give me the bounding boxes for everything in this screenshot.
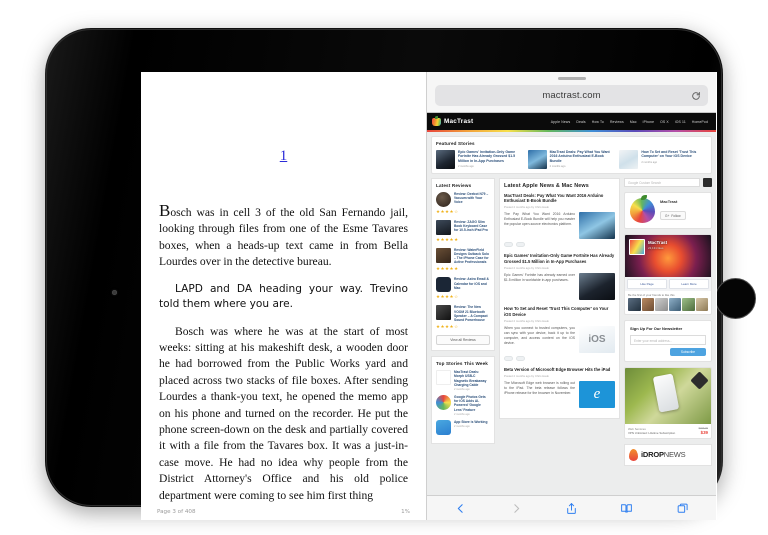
nav-item-how-to[interactable]: How To <box>591 119 604 124</box>
review-stars: ★★★★★ <box>436 236 459 242</box>
site-header <box>427 113 716 130</box>
split-view-grabber[interactable] <box>558 77 586 80</box>
news-image <box>579 212 615 239</box>
review-title: Review: ZAGG Slim Book Keyboard Case for 10.5-inch iPad Pro <box>454 219 488 232</box>
book-paragraph-3: Bosch was where he was at the start of most weeks: sitting at his makeshift desk, a wooden door he had borrowed from the Public Works yard and placed across two stacks of file boxes. After sending Lourdes a thank-you text, he opened the memo app on his phone and turned on the recorder. He put the phone screen-down on the desk and partially covered it with a file from the Tavares box. It was a just-in-case move. He had no idea why people from the District Attorney's Office and his old police department were coming to see him first thing <box>159 324 408 502</box>
top-story-thumbnail <box>436 370 451 385</box>
news-excerpt: When you connect to trusted computers, you can sync with your device, back it up to the computer, and access content on the iOS device. <box>504 326 575 346</box>
featured-meta: 2 months ago <box>458 165 474 169</box>
review-thumbnail <box>436 192 451 207</box>
top-story-item[interactable] <box>436 370 490 391</box>
news-headline: Epic Games' Invitation-Only Game Fortnite Has Already Grossed $1.5 Million in In-App Purchases <box>504 253 615 264</box>
address-bar[interactable] <box>435 85 708 106</box>
news-headline: MacTrast Deals: Pay What You Want 2016 Arduino Enthusiast E-Book Bundle <box>504 192 604 203</box>
ad-badge-icon <box>690 371 708 389</box>
ad-original-price: $499.00 <box>698 426 708 430</box>
featured-title-text: MacTrast Deals: Pay What You Want 2016 Arduino Enthusiast E-Book Bundle <box>549 149 610 163</box>
site-nav <box>551 120 711 124</box>
review-title: Review: The New VOOM 21 Bluetooth Speaker – A Compact Sound Powerhouse <box>454 305 488 323</box>
news-row <box>504 381 615 408</box>
nav-item-ios11[interactable]: iOS 11 <box>674 119 686 124</box>
facebook-like-button[interactable]: Like Page <box>627 279 667 289</box>
top-story-thumbnail <box>436 395 451 410</box>
comment-button[interactable] <box>504 242 513 247</box>
facebook-friend-faces <box>625 298 711 314</box>
featured-card[interactable] <box>619 150 707 169</box>
news-row <box>504 212 615 239</box>
chapter-number: 1 <box>279 148 288 164</box>
news-meta: Posted 2 months ago by Chris Hauk <box>504 205 549 210</box>
review-thumbnail <box>436 220 451 235</box>
top-story-thumbnail <box>436 420 451 435</box>
left-column <box>431 178 495 466</box>
top-story-title: App Store is Working <box>454 419 488 424</box>
newsletter-email-input[interactable]: Enter your email address... <box>630 335 706 345</box>
review-item[interactable] <box>436 305 490 322</box>
safari-pane <box>427 72 716 520</box>
news-image <box>579 273 615 300</box>
newsletter-widget <box>624 320 712 362</box>
news-article[interactable] <box>504 253 615 300</box>
idrop-bold: iDROP <box>641 450 664 460</box>
review-stars: ★★★★☆ <box>436 294 459 300</box>
gplus-icon: G+ <box>665 213 670 218</box>
review-title: Review: WaterField Designs Outback Solo – The iPhone Case for Active Professionals <box>454 247 489 265</box>
featured-title: Featured Stories <box>436 140 475 146</box>
latest-news-panel <box>499 178 620 420</box>
facebook-action-bar <box>625 277 711 291</box>
nav-item-osx[interactable]: OS X <box>660 119 669 124</box>
sidebar-ad[interactable] <box>624 367 712 439</box>
review-item[interactable] <box>436 192 490 207</box>
tabs-icon[interactable] <box>676 502 689 515</box>
avatar <box>696 298 709 311</box>
search-icon[interactable] <box>703 178 712 187</box>
featured-row <box>436 150 707 169</box>
search-input[interactable]: Google Custom Search <box>624 178 700 187</box>
ad-image <box>625 368 711 424</box>
ad-meta <box>625 424 711 438</box>
site-content <box>427 132 716 495</box>
ad-price: $39 <box>700 429 708 435</box>
top-story-meta: 2 months ago <box>454 388 470 392</box>
safari-chrome <box>427 72 716 113</box>
book-paragraph-1-text: osch was in cell 3 of the old San Fernando jail, looking through files from one of the Esme Tavares boxes, when a heads-up text came in from Bella Lourdes over in the detective bureau. <box>159 206 408 269</box>
reload-icon[interactable] <box>691 91 701 101</box>
top-story-item[interactable] <box>436 420 490 435</box>
share-button[interactable] <box>516 242 525 247</box>
news-article[interactable] <box>504 193 615 248</box>
avatar <box>628 298 641 311</box>
facebook-cover-photo <box>625 235 711 277</box>
review-stars: ★★★★☆ <box>436 208 459 214</box>
ipad-screen <box>141 72 717 520</box>
newsletter-subscribe-button[interactable]: Subscribe <box>670 348 706 356</box>
featured-title-text: Epic Games' Invitation-Only Game Fortnite Has Already Grossed $1.5 Million in In-App Purchases <box>458 149 516 163</box>
book-icon[interactable] <box>620 502 633 515</box>
top-story-title: MacTrast Deals: Morph USB-C Magnetic Breakaway Charging Cable <box>454 370 487 387</box>
share-button[interactable] <box>516 356 525 361</box>
ipad-device <box>45 28 723 515</box>
news-excerpt: The Pay What You Want 2016 Arduino Enthusiast E-Book Bundle will help you master the popular open-source electronics platform. <box>504 212 575 227</box>
featured-stories-section <box>431 136 712 174</box>
comment-button[interactable] <box>504 356 513 361</box>
top-story-meta: 2 months ago <box>454 412 470 416</box>
front-camera <box>112 290 117 295</box>
featured-meta: 2 months ago <box>641 160 658 164</box>
facebook-page-widget <box>624 234 712 315</box>
gplus-follow-button[interactable] <box>660 211 686 220</box>
nav-item-deals[interactable]: Deals <box>576 119 586 124</box>
book-text <box>159 201 408 504</box>
top-story-meta: 2 months ago <box>454 425 470 429</box>
news-excerpt: Epic Games' Fortnite has already earned over $1.5 million in worldwide in-app purchases. <box>504 273 575 283</box>
avatar <box>669 298 682 311</box>
review-item[interactable] <box>436 277 490 292</box>
book-paragraph-1 <box>159 201 408 271</box>
news-article[interactable] <box>504 367 615 408</box>
facebook-learn-more-button[interactable]: Learn More <box>669 279 709 289</box>
gplus-follow-label: Follow <box>671 213 681 218</box>
nav-item-homepod[interactable]: HomePod <box>691 119 708 124</box>
featured-thumbnail <box>619 150 638 169</box>
avatar <box>642 298 655 311</box>
review-title: Review: Astro Email & Calendar for iOS and Mac <box>454 277 489 290</box>
forward-button[interactable] <box>510 502 523 515</box>
top-story-item[interactable] <box>436 395 490 416</box>
news-image: e <box>579 381 615 408</box>
top-stories-title: Top Stories This Week <box>436 361 488 367</box>
news-headline: How To Set and Reset 'Trust This Computer' on Your iOS Device <box>504 306 609 317</box>
news-meta: Posted 2 months ago by Chris Hauk <box>504 319 549 324</box>
percent-label: 1% <box>401 509 410 515</box>
review-thumbnail <box>436 277 451 292</box>
ad-phone-graphic <box>653 374 680 413</box>
gplus-page-name: MacTrast <box>660 198 678 204</box>
facebook-page-avatar <box>629 239 645 255</box>
view-all-reviews-button[interactable]: View all Reviews <box>436 335 490 345</box>
featured-meta: 2 months ago <box>549 165 566 169</box>
news-title: Latest Apple News & Mac News <box>504 182 589 189</box>
review-thumbnail <box>436 248 451 263</box>
news-meta: Posted 2 months ago by Chris Hauk <box>504 374 549 379</box>
news-row <box>504 273 615 300</box>
ad-name: VPN Unlimited: Lifetime Subscription <box>628 430 676 435</box>
reviews-title: Latest Reviews <box>436 182 472 188</box>
middle-column <box>499 178 620 466</box>
news-row <box>504 326 615 353</box>
idropnews-widget[interactable] <box>624 444 712 466</box>
idrop-light: NEWS <box>663 450 686 460</box>
right-column <box>624 178 712 466</box>
drop-cap: B <box>159 201 171 220</box>
nav-item-iphone[interactable]: iPhone <box>642 119 655 124</box>
review-item[interactable] <box>436 248 490 265</box>
news-excerpt: The Microsoft Edge web browser is rolling out to the iPad. The beta release follows the iPhone release for the browser in November. <box>504 381 575 396</box>
news-headline: Beta Version of Microsoft Edge Browser Hits the iPad <box>504 367 611 373</box>
url-text: mactrast.com <box>542 90 601 101</box>
book-paragraph-2: LAPD and DA heading your way. Trevino told them where you are. <box>159 282 408 311</box>
back-button[interactable] <box>454 502 467 515</box>
featured-thumbnail <box>528 150 547 169</box>
top-story-title: Google Photos Gets for iOS Adds AI-Powered 'Google Lens' Feature <box>454 395 486 412</box>
facebook-friends-label: Be the first of your friends to like this <box>628 292 675 297</box>
news-article[interactable] <box>504 306 615 361</box>
news-actions <box>504 242 615 247</box>
nav-item-reviews[interactable]: Reviews <box>609 119 624 124</box>
mactrast-logo-icon <box>432 118 441 126</box>
facebook-page-name: MacTrast <box>648 239 668 245</box>
review-stars: ★★★★☆ <box>436 324 459 330</box>
avatar <box>682 298 695 311</box>
site-brand: MacTrast <box>444 118 474 125</box>
featured-card[interactable] <box>528 150 616 169</box>
drop-icon <box>629 449 638 461</box>
featured-thumbnail <box>436 150 455 169</box>
idropnews-label <box>641 450 685 459</box>
news-actions <box>504 356 615 361</box>
news-meta: Posted 2 months ago by Chris Hauk <box>504 266 549 271</box>
google-plus-widget <box>624 192 712 229</box>
review-thumbnail <box>436 305 451 320</box>
avatar <box>655 298 668 311</box>
content-columns <box>431 178 712 466</box>
newsletter-title: Sign Up For Our Newsletter <box>630 325 683 331</box>
review-item[interactable] <box>436 220 490 235</box>
ibooks-pane <box>141 72 427 520</box>
mactrast-apple-logo-icon <box>630 198 655 223</box>
safari-toolbar <box>427 495 716 520</box>
share-icon[interactable] <box>565 502 578 515</box>
top-stories-panel <box>431 356 495 444</box>
review-stars: ★★★★★ <box>436 266 459 272</box>
search-widget <box>624 178 712 187</box>
nav-item-mac[interactable]: Mac <box>629 119 637 124</box>
news-image: iOS <box>579 326 615 353</box>
book-footer <box>141 509 426 515</box>
review-title: Review: Deebot N79 – Vacuum with Your Voice <box>454 191 489 204</box>
featured-title-text: How To Set and Reset 'Trust This Computer' on Your iOS Device <box>641 149 697 159</box>
page-progress-label: Page 3 of 408 <box>157 509 196 515</box>
featured-card[interactable] <box>436 150 524 169</box>
home-button[interactable] <box>715 278 756 319</box>
latest-reviews-panel <box>431 178 495 352</box>
facebook-like-count: 22,131 likes <box>648 245 664 250</box>
nav-item-apple-news[interactable]: Apple News <box>550 119 571 124</box>
ad-category: Web Services <box>628 426 646 431</box>
